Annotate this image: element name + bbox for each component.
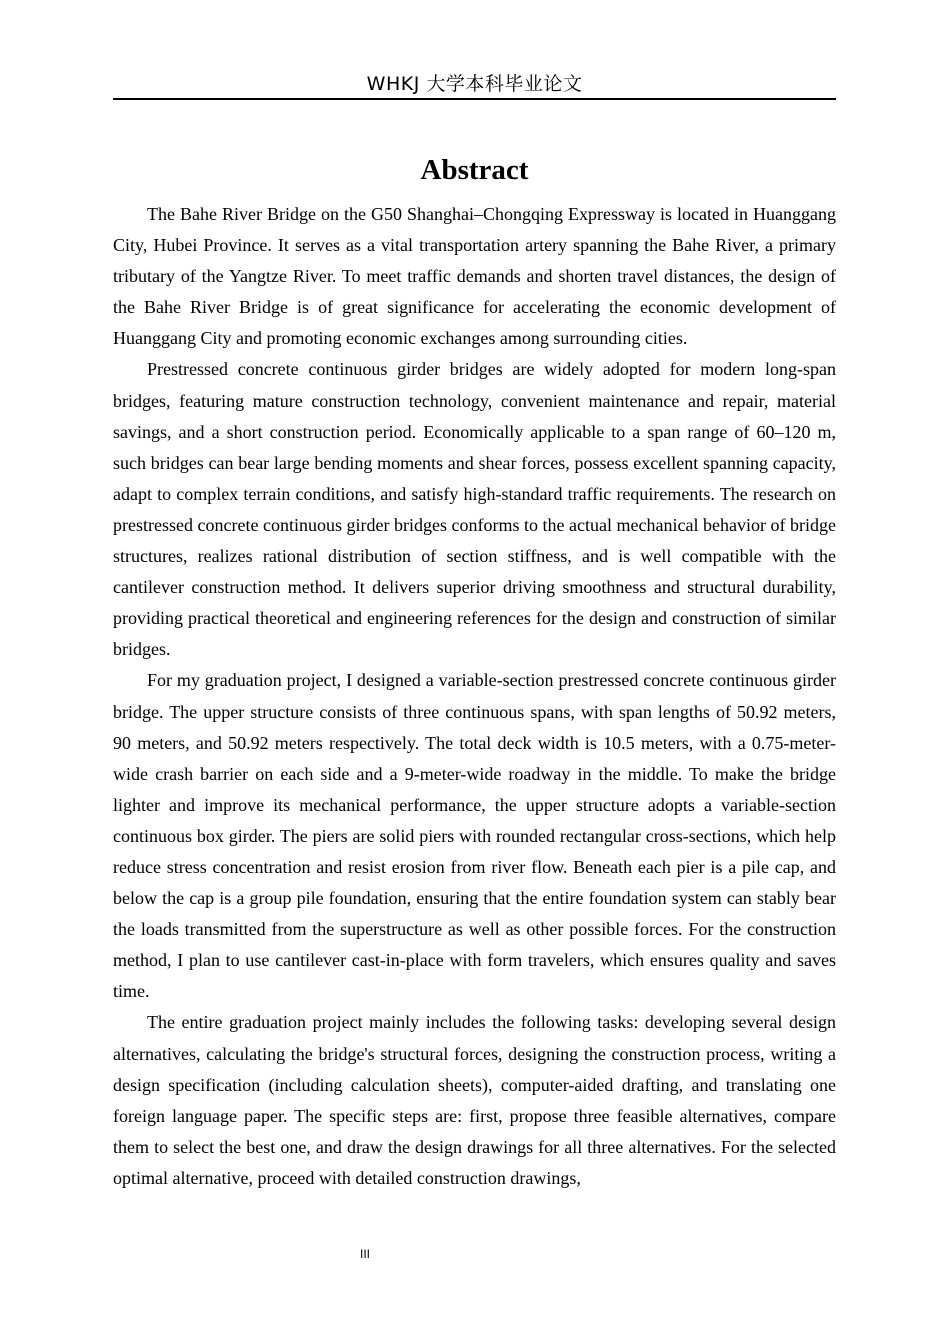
header-rule bbox=[113, 98, 836, 100]
running-header: WHKJ 大学本科毕业论文 bbox=[366, 73, 583, 95]
paragraph-2: Prestressed concrete continuous girder bridges are widely adopted for modern long-span bridges, featuring mature construction technology, convenient maintenance and repair, material savings, and a short construction period. Economically applicable to a span range of 60–120 m, such bridges can bear large bending moments and shear forces, possess excellent spanning capacity, adapt to complex terrain conditions, and satisfy high-standard traffic requirements. The research on prestressed concrete continuous girder bridges conforms to the actual mechanical behavior of bridge structures, realizes rational distribution of section stiffness, and is well compatible with the cantilever construction method. It delivers superior driving smoothness and structural durability, providing practical theoretical and engineering references for the design and construction of similar bridges. bbox=[113, 359, 836, 660]
paragraph-3: For my graduation project, I designed a variable-section prestressed concrete continuous girder bridge. The upper structure consists of three continuous spans, with span lengths of 50.92 meters, 90 meters, and 50.92 meters respectively. The total deck width is 10.5 meters, with a 0.75-meter-wide crash barrier on each side and a 9-meter-wide roadway in the middle. To make the bridge lighter and improve its mechanical performance, the upper structure adopts a variable-section continuous box girder. The piers are solid piers with rounded rectangular cross-sections, which help reduce stress concentration and resist erosion from river flow. Beneath each pier is a pile cap, and below the cap is a group pile foundation, ensuring that the entire foundation system can stably bear the loads transmitted from the superstructure as well as other possible forces. For the construction method, I plan to use cantilever cast-in-place with form travelers, which ensures quality and saves time. bbox=[113, 670, 836, 1002]
paragraph-1: The Bahe River Bridge on the G50 Shanghai–Chongqing Expressway is located in Huanggang City, Hubei Province. It serves as a vital transportation artery spanning the Bahe River, a primary tributary of the Yangtze River. To meet traffic demands and shorten travel distances, the design of the Bahe River Bridge is of great significance for accelerating the economic development of Huanggang City and promoting economic exchanges among surrounding cities. bbox=[113, 204, 836, 349]
page-title: Abstract bbox=[420, 154, 529, 186]
page-number: III bbox=[359, 1247, 370, 1261]
paragraph-4: The entire graduation project mainly includes the following tasks: developing several design alternatives, calculating the bridge's structural forces, designing the construction process, writing a design specification (including calculation sheets), computer-aided drafting, and translating one foreign language paper. The specific steps are: first, propose three feasible alternatives, compare them to select the best one, and draw the design drawings for all three alternatives. For the selected optimal alternative, proceed with detailed construction drawings, bbox=[113, 1012, 836, 1188]
abstract-body bbox=[113, 199, 836, 1194]
